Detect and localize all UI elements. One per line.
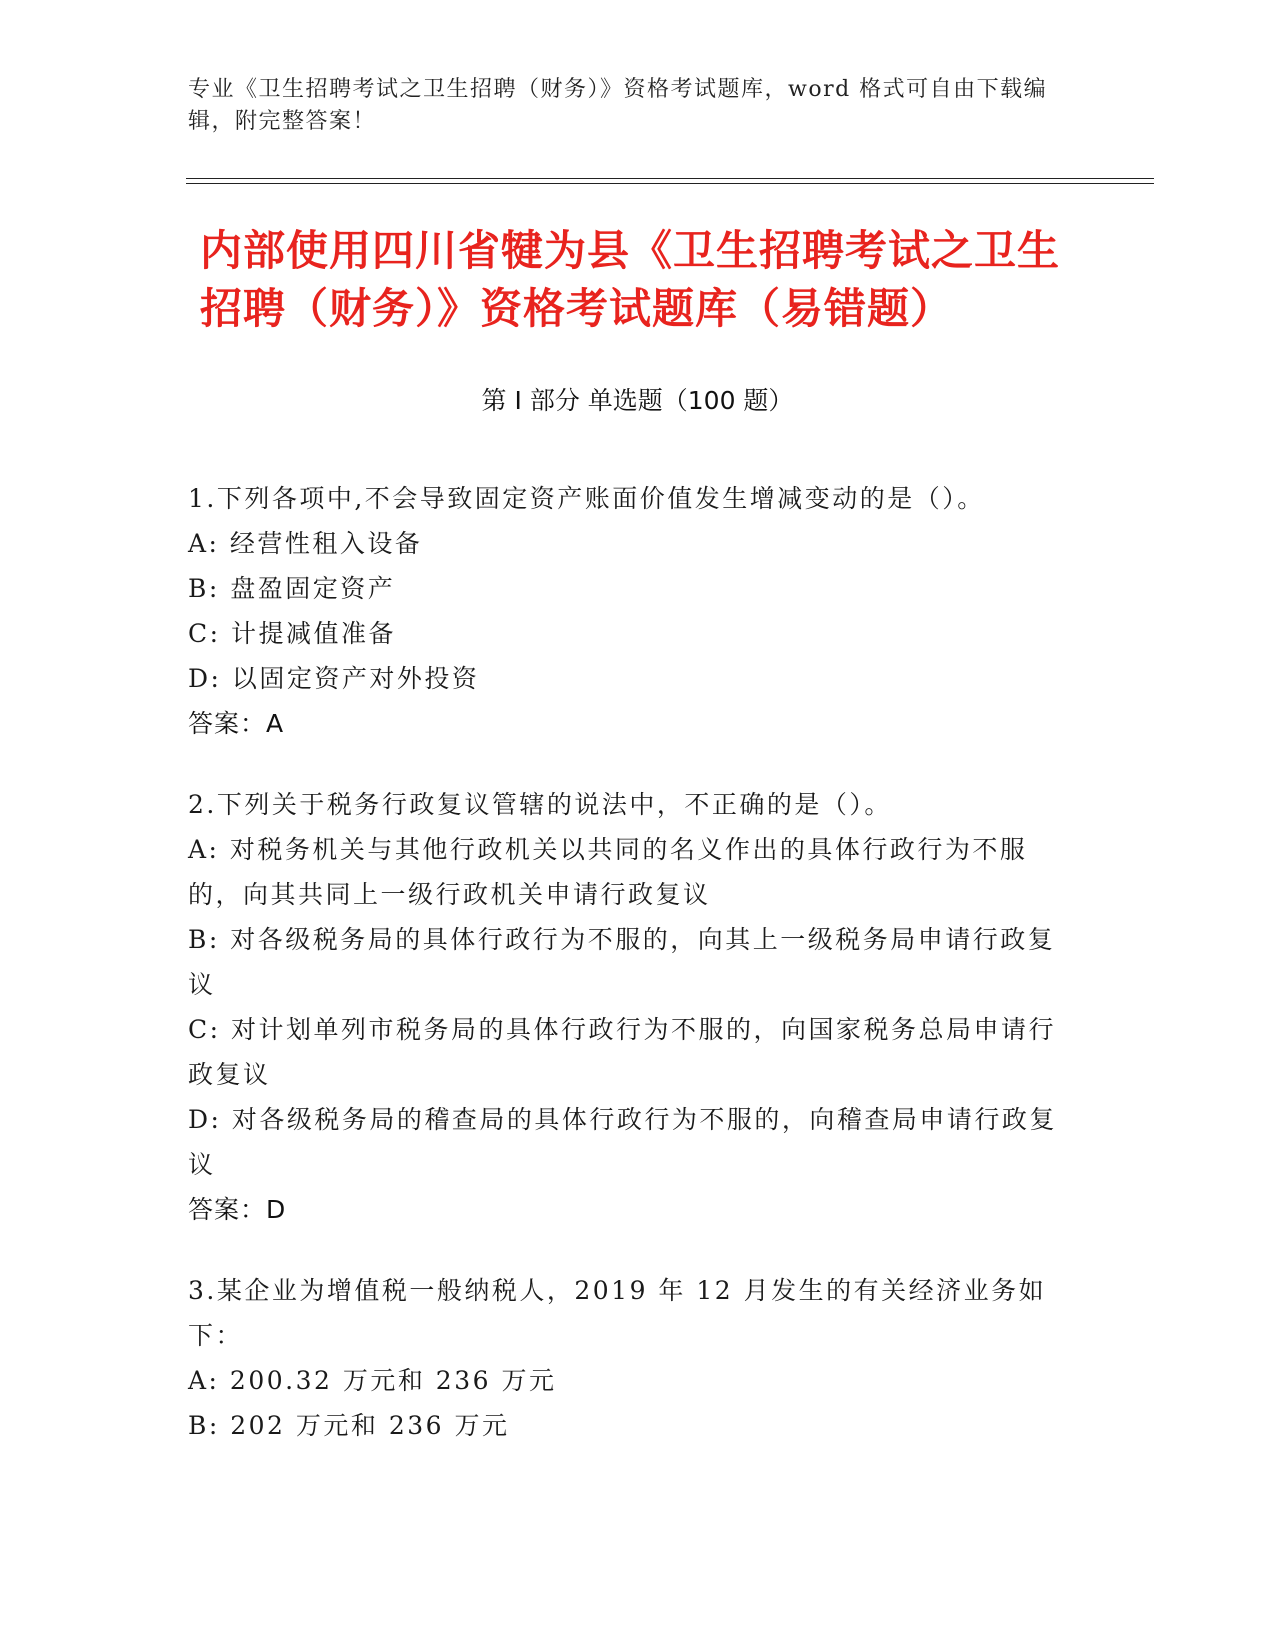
option-c: C: 对计划单列市税务局的具体行政行为不服的，向国家税务总局申请行政复议 (188, 1015, 1057, 1089)
question-stem: 1.下列各项中,不会导致固定资产账面价值发生增减变动的是（）。 (188, 484, 985, 513)
option-b: B: 202 万元和 236 万元 (188, 1411, 510, 1440)
question-stem: 3.某企业为增值税一般纳税人，2019 年 12 月发生的有关经济业务如下： (188, 1276, 1047, 1350)
header-divider-bottom (186, 183, 1154, 184)
option-d: D: 对各级税务局的稽查局的具体行政行为不服的，向稽查局申请行政复议 (188, 1105, 1057, 1179)
option-c: C: 计提减值准备 (188, 619, 396, 648)
document-title: 内部使用四川省犍为县《卫生招聘考试之卫生招聘（财务）》资格考试题库（易错题） (200, 226, 1061, 333)
option-b: B: 对各级税务局的具体行政行为不服的，向其上一级税务局申请行政复议 (188, 925, 1056, 999)
option-a: A: 200.32 万元和 236 万元 (188, 1366, 557, 1395)
section-title: 第 I 部分 单选题（100 题） (481, 386, 794, 415)
question-2 (188, 782, 1068, 1232)
option-a: A: 经营性租入设备 (188, 529, 423, 558)
question-list (188, 476, 1068, 1484)
option-a: A: 对税务机关与其他行政机关以共同的名义作出的具体行政行为不服的，向其共同上一级行政机关申请行政复议 (188, 835, 1028, 909)
header-note: 专业《卫生招聘考试之卫生招聘（财务）》资格考试题库，word 格式可自由下载编辑，附完整答案！ (188, 77, 1048, 134)
answer: 答案：A (188, 709, 285, 738)
header-divider-top (186, 178, 1154, 179)
answer: 答案：D (188, 1195, 287, 1224)
option-b: B: 盘盈固定资产 (188, 574, 396, 603)
option-d: D: 以固定资产对外投资 (188, 664, 480, 693)
question-1 (188, 476, 1068, 746)
question-stem: 2.下列关于税务行政复议管辖的说法中，不正确的是（）。 (188, 790, 892, 819)
question-3 (188, 1268, 1068, 1448)
